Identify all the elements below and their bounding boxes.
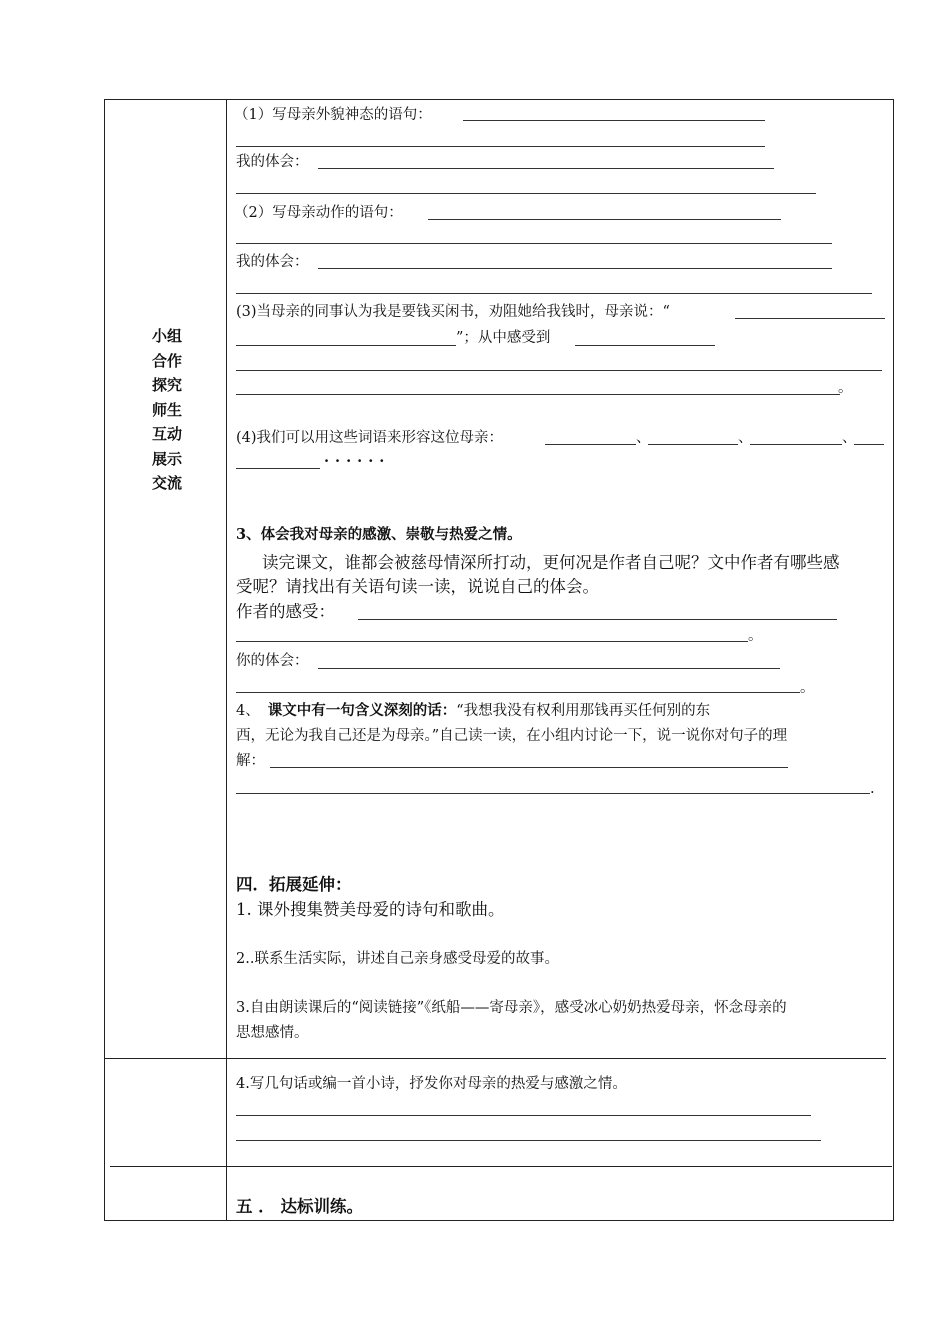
s3-end-mark: 。	[800, 680, 815, 696]
poem-answer-line[interactable]	[236, 1140, 821, 1141]
q3-feeling-line[interactable]	[575, 345, 715, 346]
q2-prompt: （2）写母亲动作的语句：	[234, 205, 403, 221]
ext-item-3: 3.自由朗读课后的“阅读链接”《纸船——寄母亲》，感受冰心奶奶热爱母亲，怀念母亲的	[236, 1000, 787, 1016]
ext-item-2: 2..联系生活实际，讲述自己亲身感受母爱的故事。	[236, 951, 559, 967]
ext-item-3-cont: 思想感情。	[236, 1025, 309, 1041]
s4-line-3: 解：	[236, 753, 265, 769]
s4-quote-start: “我想我没有权利用那钱再买任何别的东	[456, 703, 711, 719]
q1-feel-line[interactable]	[236, 193, 816, 194]
s3-author-line[interactable]	[358, 619, 837, 620]
q1-prompt: （1）写母亲外貌神态的语句：	[234, 107, 432, 123]
side-label	[108, 324, 226, 496]
side-label-line: 互动	[151, 425, 182, 443]
q1-feel-line[interactable]	[318, 168, 774, 169]
s3-paragraph-line: 读完课文，谁都会被慈母情深所打动，更何况是作者自己呢？文中作者有哪些感	[262, 553, 840, 572]
s4-answer-line[interactable]	[236, 793, 870, 794]
q4-separator: 、	[636, 430, 651, 446]
side-label-line: 合作	[151, 351, 182, 370]
s4-answer-line[interactable]	[270, 767, 788, 768]
side-label-line: 展示	[151, 449, 182, 468]
table-bottom-border	[104, 1220, 894, 1221]
table-left-border	[104, 99, 105, 1221]
q4-word-blank[interactable]	[545, 444, 636, 445]
s4-first-line	[236, 701, 710, 721]
q4-separator: 、	[842, 430, 857, 446]
q2-feel-line[interactable]	[318, 268, 832, 269]
q3-answer-line[interactable]	[236, 370, 882, 371]
s3-paragraph-line: 受呢？请找出有关语句读一读，说说自己的体会。	[236, 577, 599, 596]
s3-you-label: 你的体会：	[236, 653, 309, 669]
s4-number: 4、	[236, 703, 260, 719]
side-label-line: 交流	[151, 474, 182, 492]
table-right-border	[893, 99, 894, 1221]
q3-close-text: ”；从中感受到	[456, 330, 551, 346]
q1-answer-line[interactable]	[463, 120, 765, 121]
q3-end-mark: 。	[838, 380, 853, 396]
q4-word-blank[interactable]	[648, 444, 738, 445]
s4-end-mark: .	[870, 781, 875, 797]
side-label-line: 师生	[151, 400, 182, 419]
row-divider-1	[104, 1058, 886, 1059]
s4-bold-text: 课文中有一句含义深刻的话：	[267, 702, 457, 719]
q4-separator: 、	[738, 430, 753, 446]
q3-answer-line[interactable]	[236, 394, 840, 395]
poem-answer-line[interactable]	[236, 1115, 811, 1116]
s3-you-line[interactable]	[318, 668, 780, 669]
q2-feel-label: 我的体会：	[236, 254, 309, 270]
s3-author-line[interactable]	[236, 641, 748, 642]
side-label-line: 探究	[151, 376, 182, 394]
q2-answer-line[interactable]	[428, 219, 781, 220]
table-column-divider	[226, 99, 227, 1221]
s3-title: 3、体会我对母亲的感激、崇敬与热爱之情。	[236, 526, 522, 543]
q3-prompt: (3)当母亲的同事认为我是要钱买闲书，劝阻她给我钱时，母亲说：“	[236, 304, 670, 320]
row-divider-2	[110, 1166, 892, 1167]
q3-quote-line[interactable]	[735, 318, 885, 319]
training-title: 五 ． 达标训练。	[236, 1197, 363, 1216]
s3-you-line[interactable]	[236, 692, 800, 693]
s4-line-2: 西，无论为我自己还是为母亲。”自己读一读，在小组内讨论一下，说一说你对句子的理	[236, 728, 788, 744]
s3-end-mark: 。	[748, 628, 763, 644]
q4-word-blank[interactable]	[854, 444, 884, 445]
poem-prompt: 4.写几句话或编一首小诗，抒发你对母亲的热爱与感激之情。	[236, 1076, 627, 1092]
q3-quote-line[interactable]	[236, 345, 456, 346]
ext-item-1: 1. 课外搜集赞美母爱的诗句和歌曲。	[236, 900, 505, 919]
ext-title: 四．拓展延伸：	[236, 875, 352, 894]
s3-author-label: 作者的感受：	[236, 602, 335, 621]
q1-answer-line[interactable]	[236, 146, 765, 147]
q2-answer-line[interactable]	[236, 243, 832, 244]
table-top-border	[104, 99, 894, 100]
q1-feel-label: 我的体会：	[236, 154, 309, 170]
q2-feel-line[interactable]	[236, 293, 872, 294]
side-label-line: 小组	[151, 327, 182, 345]
q4-word-blank[interactable]	[236, 468, 320, 469]
q4-ellipsis: ······	[324, 453, 391, 470]
q4-word-blank[interactable]	[750, 444, 842, 445]
q4-prompt: (4)我们可以用这些词语来形容这位母亲：	[236, 430, 504, 446]
